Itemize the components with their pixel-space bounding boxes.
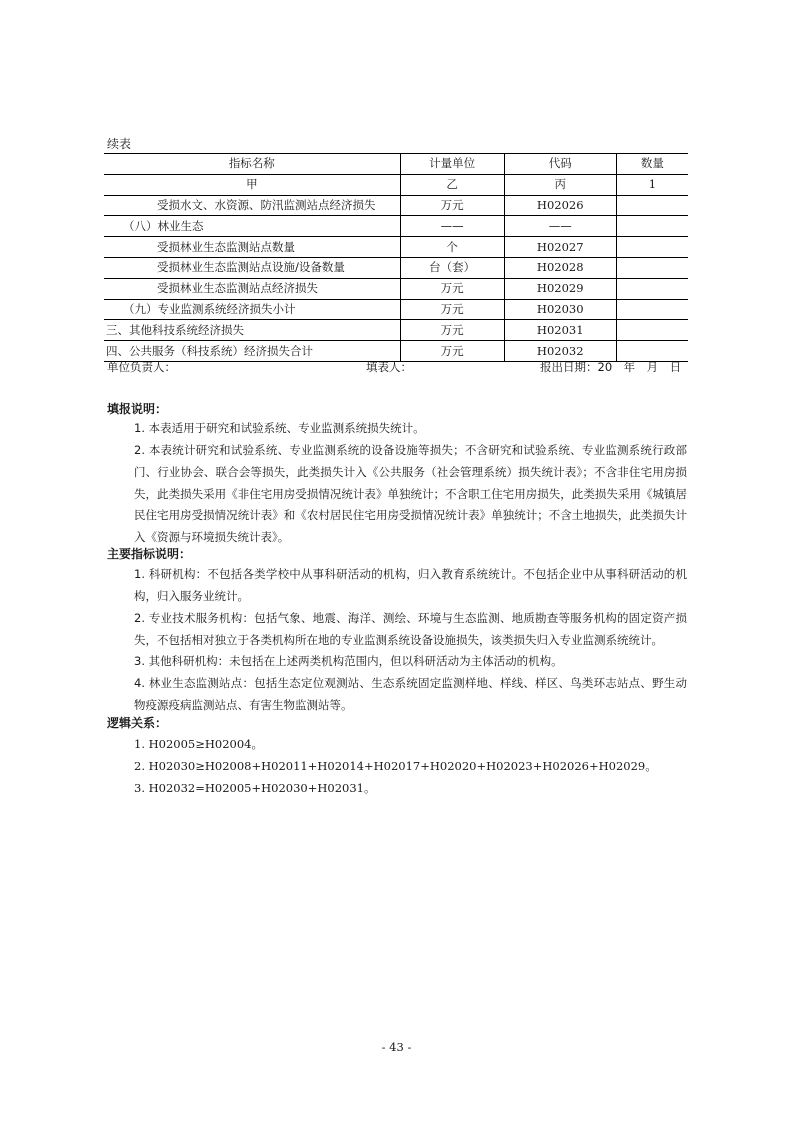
row-unit: 万元 [400, 195, 504, 216]
indicator-note-2 [107, 608, 687, 652]
row-quantity[interactable] [616, 299, 688, 320]
table-row [104, 299, 688, 320]
table-row [104, 237, 688, 258]
row-code: H02032 [504, 341, 616, 362]
row-code: H02030 [504, 299, 616, 320]
table-subheader-row [104, 174, 688, 195]
row-name: 四、公共服务（科技系统）经济损失合计 [104, 341, 400, 362]
table-header-row [104, 154, 688, 175]
row-code: H02029 [504, 278, 616, 299]
table-row [104, 320, 688, 341]
subheader-bing: 丙 [504, 174, 616, 195]
row-unit: 万元 [400, 299, 504, 320]
subheader-jia: 甲 [104, 174, 400, 195]
logic-item-1: 1. H02005≥H02004。 [134, 737, 263, 751]
fill-notes-title: 填报说明： [107, 402, 168, 416]
row-unit: 万元 [400, 278, 504, 299]
logic-item-2: 2. H02030≥H02008+H02011+H02014+H02017+H02020+H02023+H02026+H02029。 [134, 759, 657, 773]
row-code: —— [504, 216, 616, 237]
row-name: 三、其他科技系统经济损失 [104, 320, 400, 341]
indicator-note-4 [107, 673, 687, 717]
row-quantity[interactable] [616, 278, 688, 299]
row-code: H02031 [504, 320, 616, 341]
row-quantity[interactable] [616, 195, 688, 216]
row-unit: 万元 [400, 320, 504, 341]
header-quantity: 数量 [616, 154, 688, 175]
page-number: - 43 - [381, 1040, 412, 1054]
indicator-note-1 [107, 564, 687, 608]
table-row [104, 257, 688, 278]
header-code: 代码 [504, 154, 616, 175]
indicator-note-1-text: 1. 科研机构：不包括各类学校中从事科研活动的机构，归入教育系统统计。不包括企业中从事科研活动的机构，归入服务业统计。 [134, 567, 687, 603]
fill-note-1 [107, 418, 687, 440]
header-unit: 计量单位 [400, 154, 504, 175]
fill-note-1-text: 1. 本表适用于研究和试验系统、专业监测系统损失统计。 [134, 421, 425, 435]
row-name: 受损林业生态监测站点设施/设备数量 [104, 257, 400, 278]
indicator-note-3 [107, 651, 687, 673]
row-name: 受损水文、水资源、防汛监测站点经济损失 [104, 195, 400, 216]
unit-head-label: 单位负责人： [107, 360, 176, 374]
subheader-col-1: 1 [616, 174, 688, 195]
fill-note-2-text: 2. 本表统计研究和试验系统、专业监测系统的设备设施等损失；不含研究和试验系统、专业监测系统行政部门、行业协会、联合会等损失，此类损失计入《公共服务（社会管理系统）损失统计表》；不含非住宅用房损失，此类损失采用《非住宅用房受损情况统计表》单独统计；不含职工住宅用房损失，此类损失采用《城镇居民住宅用房受损情况统计表》和《农村居民住宅用房受损情况统计表》单独统计；不含土地损失，此类损失计入《资源与环境损失统计表》。 [134, 443, 687, 545]
statistics-table [104, 153, 688, 362]
table-caption: 续表 [107, 137, 132, 151]
header-indicator-name: 指标名称 [104, 154, 400, 175]
indicator-note-2-text: 2. 专业技术服务机构：包括气象、地震、海洋、测绘、环境与生态监测、地质勘查等服务机构的固定资产损失，不包括相对独立于各类机构所在地的专业监测系统设备设施损失，该类损失归入专业监测系统统计。 [134, 611, 687, 647]
row-unit: 台（套） [400, 257, 504, 278]
table-row [104, 216, 688, 237]
row-unit: 万元 [400, 341, 504, 362]
table-row [104, 195, 688, 216]
row-name: （九）专业监测系统经济损失小计 [104, 299, 400, 320]
report-date-label: 报出日期：20 年 月 日 [540, 360, 682, 374]
row-name: 受损林业生态监测站点经济损失 [104, 278, 400, 299]
row-quantity[interactable] [616, 320, 688, 341]
fill-note-2 [107, 440, 687, 549]
indicator-note-4-text: 4. 林业生态监测站点：包括生态定位观测站、生态系统固定监测样地、样线、样区、鸟类环志站点、野生动物疫源疫病监测站点、有害生物监测站等。 [134, 676, 687, 712]
row-unit: —— [400, 216, 504, 237]
row-quantity[interactable] [616, 216, 688, 237]
row-code: H02027 [504, 237, 616, 258]
filler-label: 填表人： [366, 360, 412, 374]
row-name: （八）林业生态 [104, 216, 400, 237]
logic-title: 逻辑关系： [107, 716, 168, 730]
table-row [104, 278, 688, 299]
indicator-notes-title: 主要指标说明： [107, 547, 192, 561]
row-code: H02026 [504, 195, 616, 216]
row-name: 受损林业生态监测站点数量 [104, 237, 400, 258]
row-quantity[interactable] [616, 237, 688, 258]
logic-item-3: 3. H02032=H02005+H02030+H02031。 [134, 781, 376, 795]
row-quantity[interactable] [616, 257, 688, 278]
subheader-yi: 乙 [400, 174, 504, 195]
row-unit: 个 [400, 237, 504, 258]
indicator-note-3-text: 3. 其他科研机构：未包括在上述两类机构范围内，但以科研活动为主体活动的机构。 [134, 654, 563, 668]
row-code: H02028 [504, 257, 616, 278]
